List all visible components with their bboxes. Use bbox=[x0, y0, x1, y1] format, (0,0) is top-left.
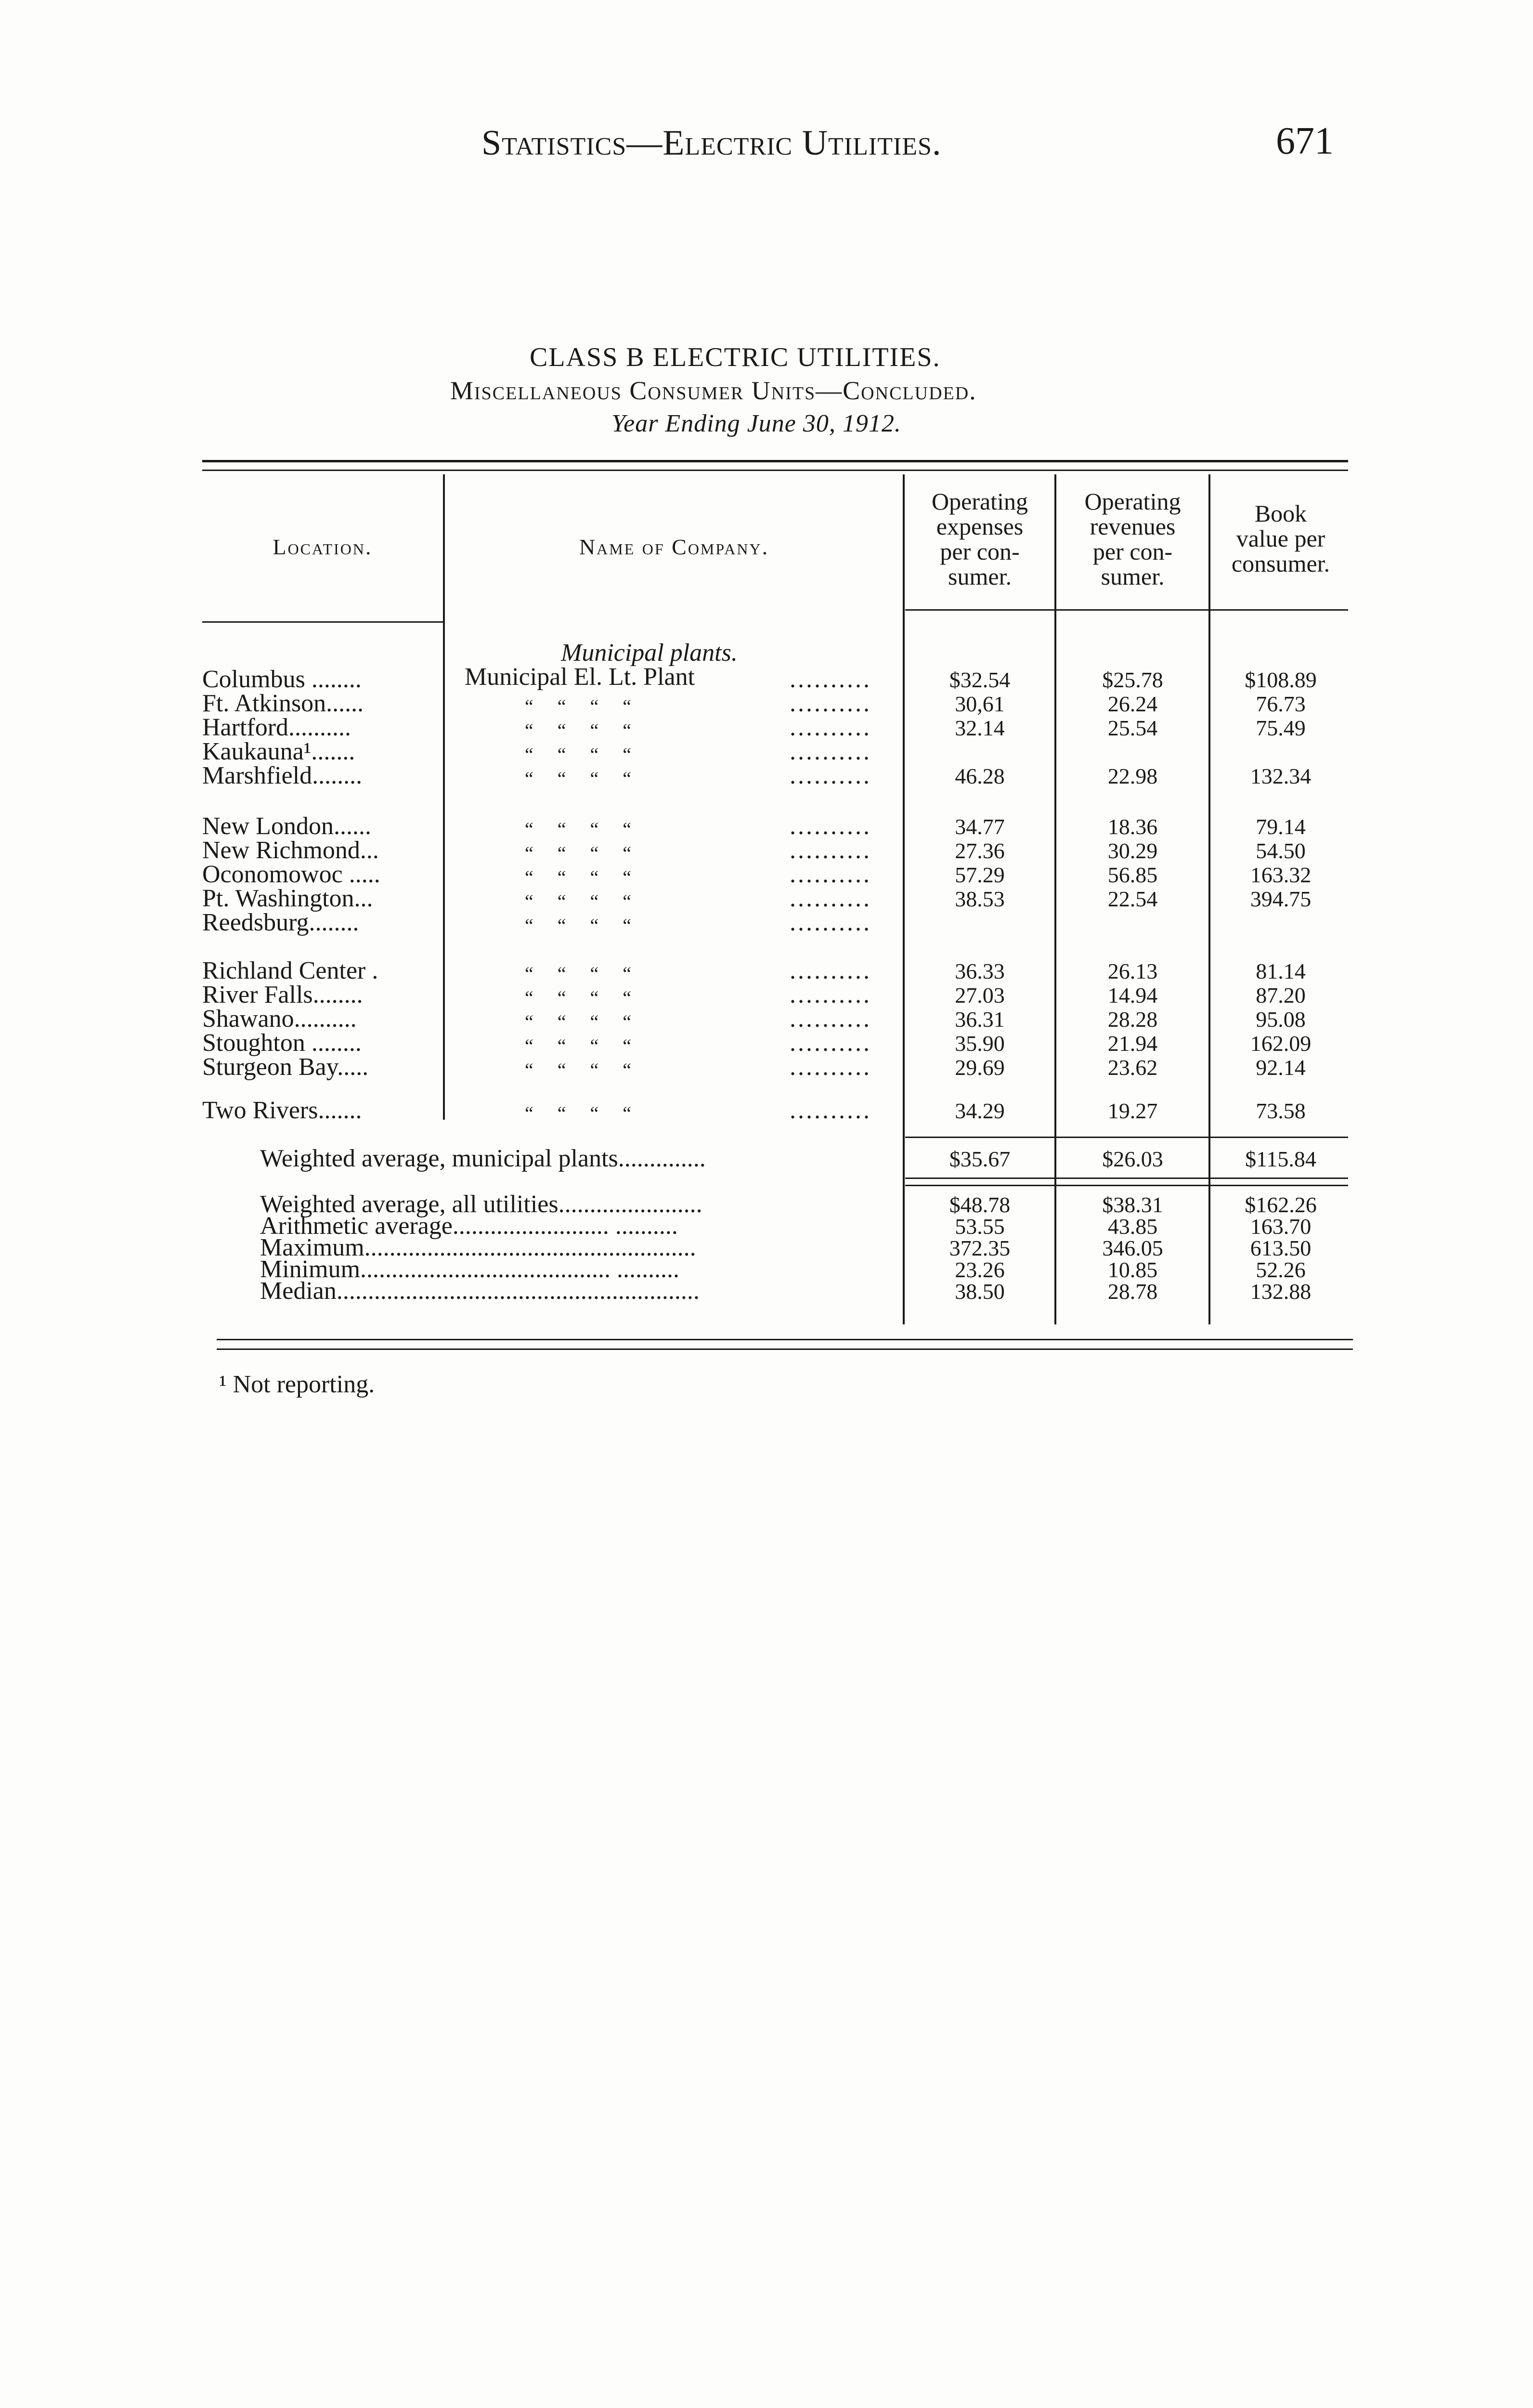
summary-op-rev: 28.78 bbox=[1107, 1279, 1158, 1304]
row-op-exp: $32.54 bbox=[949, 667, 1011, 692]
header-location: Location. bbox=[273, 535, 373, 559]
running-title: Statistics—Electric Utilities. bbox=[481, 123, 942, 163]
company-name-first: Municipal El. Lt. Plant bbox=[465, 663, 695, 691]
row-op-rev: $25.78 bbox=[1102, 667, 1163, 692]
summary-label: Maximum..................................................... bbox=[260, 1234, 696, 1261]
row-op-rev: 56.85 bbox=[1107, 863, 1158, 887]
row-company-ditto: “ “ “ “ bbox=[525, 1102, 632, 1124]
header-op-expenses bbox=[905, 489, 1054, 589]
summary-book: $162.26 bbox=[1245, 1192, 1317, 1217]
page-number: 671 bbox=[1276, 120, 1334, 162]
row-op-rev: 19.27 bbox=[1107, 1099, 1158, 1123]
row-op-rev: 26.24 bbox=[1107, 692, 1158, 716]
row-op-rev: 14.94 bbox=[1107, 983, 1158, 1008]
bottom-rule-2 bbox=[217, 1348, 1353, 1350]
row-op-rev: 30.29 bbox=[1107, 838, 1158, 863]
row-company-ditto: “ “ “ “ bbox=[525, 695, 632, 717]
row-book: 81.14 bbox=[1256, 959, 1306, 983]
row-op-rev: 18.36 bbox=[1107, 814, 1158, 839]
header-op-revenues-l4: sumer. bbox=[1101, 563, 1165, 590]
row-op-rev: 26.13 bbox=[1107, 959, 1158, 983]
row-company-ditto: “ “ “ “ bbox=[525, 890, 632, 912]
row-op-rev: 22.54 bbox=[1107, 887, 1158, 911]
row-book: 73.58 bbox=[1256, 1099, 1306, 1123]
header-op-revenues-l2: revenues bbox=[1090, 513, 1176, 540]
row-leader: .......... bbox=[790, 690, 871, 717]
summary-book: 132.88 bbox=[1250, 1279, 1312, 1304]
row-book: 54.50 bbox=[1256, 838, 1306, 863]
row-company-ditto: “ “ “ “ bbox=[525, 1011, 632, 1033]
municipal-avg-op-exp: $35.67 bbox=[949, 1147, 1011, 1171]
header-book-value bbox=[1211, 501, 1351, 576]
summary-book: 163.70 bbox=[1250, 1214, 1312, 1239]
row-company-ditto: “ “ “ “ bbox=[525, 1059, 632, 1081]
row-book: 92.14 bbox=[1256, 1055, 1306, 1080]
col-divider-1 bbox=[443, 474, 445, 1120]
header-book-value-l3: consumer. bbox=[1231, 550, 1330, 577]
row-location: Columbus ........ bbox=[202, 666, 362, 693]
row-company-ditto: “ “ “ “ bbox=[525, 987, 632, 1008]
row-location: New London...... bbox=[202, 812, 371, 840]
row-op-exp: 46.28 bbox=[955, 764, 1005, 788]
row-leader: .......... bbox=[790, 666, 871, 693]
row-op-exp: 27.36 bbox=[955, 838, 1005, 863]
row-book: 95.08 bbox=[1256, 1007, 1306, 1032]
row-leader: .......... bbox=[790, 981, 871, 1008]
summary-op-rev: $38.31 bbox=[1102, 1192, 1163, 1217]
summary-book: 52.26 bbox=[1256, 1257, 1306, 1282]
row-company-ditto: “ “ “ “ bbox=[525, 866, 632, 888]
summary-op-rev: 43.85 bbox=[1107, 1214, 1158, 1239]
summary-op-exp: $48.78 bbox=[949, 1192, 1011, 1217]
row-leader: .......... bbox=[790, 1005, 871, 1033]
top-rule bbox=[202, 460, 1348, 462]
row-leader: .......... bbox=[790, 1053, 871, 1081]
top-rule-2 bbox=[202, 470, 1348, 471]
row-location: Sturgeon Bay..... bbox=[202, 1053, 369, 1081]
header-op-expenses-l4: sumer. bbox=[948, 563, 1012, 590]
header-op-revenues-l3: per con- bbox=[1092, 538, 1173, 565]
row-location: Kaukauna¹....... bbox=[202, 738, 355, 765]
footnote: ¹ Not reporting. bbox=[219, 1371, 375, 1398]
row-op-rev: 25.54 bbox=[1107, 716, 1158, 740]
row-op-rev: 22.98 bbox=[1107, 764, 1158, 788]
municipal-avg-op-rev: $26.03 bbox=[1102, 1147, 1163, 1171]
row-location: Oconomowoc ..... bbox=[202, 861, 380, 888]
summary-op-exp: 23.26 bbox=[955, 1257, 1005, 1282]
header-op-revenues-l1: Operating bbox=[1084, 488, 1181, 515]
row-op-exp: 38.53 bbox=[955, 887, 1005, 911]
row-leader: .......... bbox=[790, 738, 871, 765]
row-leader: .......... bbox=[790, 957, 871, 984]
bottom-rule bbox=[217, 1339, 1353, 1340]
table-period: Year Ending June 30, 1912. bbox=[611, 410, 901, 437]
header-rule-left bbox=[202, 621, 443, 623]
row-location: Richland Center . bbox=[202, 957, 378, 984]
row-op-rev: 23.62 bbox=[1107, 1055, 1158, 1080]
row-leader: .......... bbox=[790, 861, 871, 888]
row-company-ditto: “ “ “ “ bbox=[525, 768, 632, 789]
row-op-exp: 36.31 bbox=[955, 1007, 1005, 1032]
section-label: Municipal plants. bbox=[561, 639, 738, 667]
row-op-exp: 29.69 bbox=[955, 1055, 1005, 1080]
row-book: 76.73 bbox=[1256, 692, 1306, 716]
row-leader: .......... bbox=[790, 909, 871, 936]
row-op-exp: 32.14 bbox=[955, 716, 1005, 740]
row-location: Two Rivers....... bbox=[202, 1097, 362, 1124]
row-leader: .......... bbox=[790, 762, 871, 789]
avg-bottom-rule bbox=[905, 1178, 1348, 1179]
header-company: Name of Company. bbox=[579, 535, 769, 559]
row-op-exp: 27.03 bbox=[955, 983, 1005, 1008]
row-company-ditto: “ “ “ “ bbox=[525, 842, 632, 864]
row-op-exp: 35.90 bbox=[955, 1031, 1005, 1056]
row-op-exp: 57.29 bbox=[955, 863, 1005, 887]
row-company-ditto: “ “ “ “ bbox=[525, 963, 632, 984]
summary-op-exp: 38.50 bbox=[955, 1279, 1005, 1304]
row-location: Ft. Atkinson...... bbox=[202, 690, 364, 717]
col-divider-2 bbox=[903, 474, 905, 1324]
row-company-ditto: “ “ “ “ bbox=[525, 915, 632, 936]
header-book-value-l2: value per bbox=[1236, 525, 1325, 552]
row-book: 394.75 bbox=[1250, 887, 1312, 911]
row-op-rev: 21.94 bbox=[1107, 1031, 1158, 1056]
row-company-ditto: “ “ “ “ bbox=[525, 1035, 632, 1057]
row-leader: .......... bbox=[790, 1029, 871, 1057]
row-book: 162.09 bbox=[1250, 1031, 1312, 1056]
row-leader: .......... bbox=[790, 812, 871, 840]
table-title: CLASS B ELECTRIC UTILITIES. bbox=[530, 342, 941, 372]
summary-op-rev: 346.05 bbox=[1102, 1236, 1163, 1260]
summary-label: Weighted average, all utilities....................... bbox=[260, 1191, 702, 1218]
row-leader: .......... bbox=[790, 837, 871, 864]
row-company-ditto: “ “ “ “ bbox=[525, 744, 632, 765]
summary-label: Median.......................................................... bbox=[260, 1277, 700, 1305]
col-divider-4 bbox=[1208, 474, 1210, 1324]
row-op-rev: 28.28 bbox=[1107, 1007, 1158, 1032]
row-location: New Richmond... bbox=[202, 837, 379, 864]
summary-op-exp: 372.35 bbox=[949, 1236, 1011, 1260]
row-location: Reedsburg........ bbox=[202, 909, 359, 936]
row-op-exp: 30,61 bbox=[955, 692, 1005, 716]
summary-book: 613.50 bbox=[1250, 1236, 1312, 1260]
row-location: Shawano.......... bbox=[202, 1005, 357, 1033]
row-op-exp: 34.77 bbox=[955, 814, 1005, 839]
row-book: 132.34 bbox=[1250, 764, 1312, 788]
row-location: Pt. Washington... bbox=[202, 885, 373, 912]
summary-label: Arithmetic average......................... .......... bbox=[260, 1212, 678, 1240]
avg-bottom-rule-2 bbox=[905, 1185, 1348, 1186]
row-leader: .......... bbox=[790, 885, 871, 912]
row-book: 163.32 bbox=[1250, 863, 1312, 887]
row-company-ditto: “ “ “ “ bbox=[525, 818, 632, 840]
table-subtitle: Miscellaneous Consumer Units—Concluded. bbox=[450, 376, 977, 405]
row-book: $108.89 bbox=[1245, 667, 1317, 692]
col-divider-3 bbox=[1054, 474, 1056, 1324]
row-location: Hartford.......... bbox=[202, 714, 351, 741]
row-company-ditto: “ “ “ “ bbox=[525, 720, 632, 741]
municipal-avg-label: Weighted average, municipal plants.............. bbox=[260, 1145, 706, 1172]
row-location: Stoughton ........ bbox=[202, 1029, 362, 1057]
header-op-revenues bbox=[1057, 489, 1208, 589]
municipal-avg-book: $115.84 bbox=[1245, 1147, 1316, 1171]
header-rule-right bbox=[905, 609, 1348, 611]
header-op-expenses-l2: expenses bbox=[936, 513, 1024, 540]
summary-op-exp: 53.55 bbox=[955, 1214, 1005, 1239]
summary-label: Minimum........................................ .......... bbox=[260, 1256, 680, 1283]
row-location: Marshfield........ bbox=[202, 762, 363, 789]
header-op-expenses-l3: per con- bbox=[940, 538, 1020, 565]
avg-top-rule bbox=[905, 1137, 1348, 1138]
row-book: 75.49 bbox=[1256, 716, 1306, 740]
header-book-value-l1: Book bbox=[1254, 500, 1307, 527]
header-op-expenses-l1: Operating bbox=[932, 488, 1028, 515]
row-op-exp: 34.29 bbox=[955, 1099, 1005, 1123]
row-leader: .......... bbox=[790, 1097, 871, 1124]
row-op-exp: 36.33 bbox=[955, 959, 1005, 983]
row-location: River Falls........ bbox=[202, 981, 363, 1008]
row-book: 79.14 bbox=[1256, 814, 1306, 839]
row-book: 87.20 bbox=[1256, 983, 1306, 1008]
row-leader: .......... bbox=[790, 714, 871, 741]
summary-op-rev: 10.85 bbox=[1107, 1257, 1158, 1282]
